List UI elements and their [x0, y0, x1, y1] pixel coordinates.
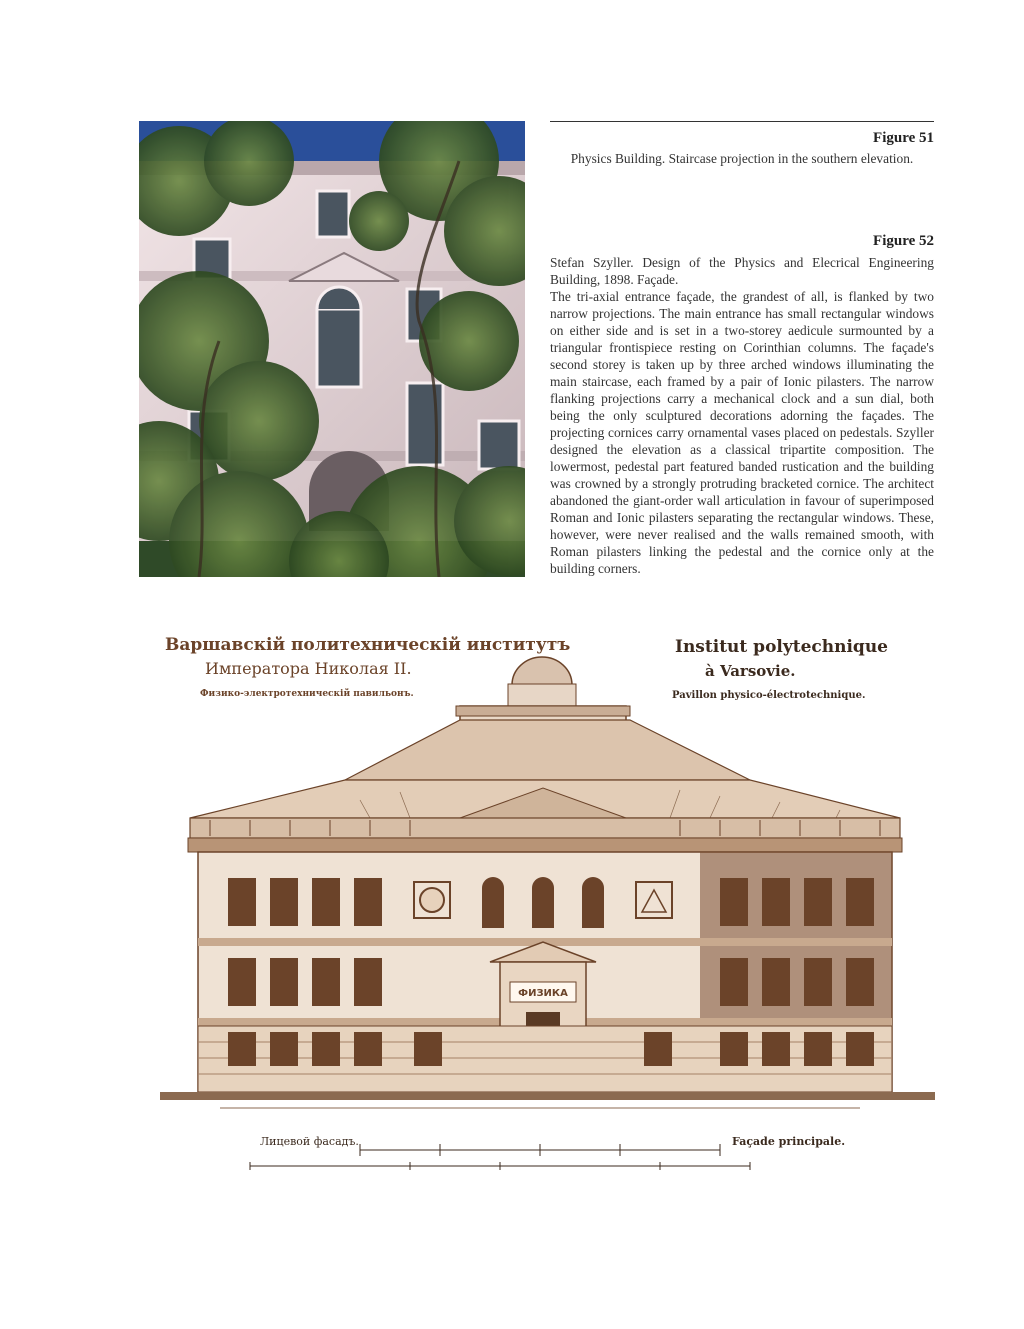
bottom-right-label: Façade principale. [732, 1135, 846, 1148]
drawing-ru-line2: Императора Николая II. [205, 659, 412, 678]
figure-51-photo [139, 121, 525, 577]
figure-52-drawing [160, 620, 935, 1180]
drawing-fr-line3: Pavillon physico-électrotechnique. [672, 690, 866, 701]
figure-52-label: Figure 52 [873, 233, 934, 249]
figure-51-caption: Physics Building. Staircase projection in the southern elevation. [570, 151, 914, 166]
figure-52-caption-body: The tri-axial entrance façade, the grandest of all, is flanked by two narrow projections. The main entrance has small rectangular windows on either side and is set in a two-storey aedicule surmounted by a triangular frontispiece resting on Corinthian columns. The façade's second storey is taken up by three arched windows illuminating the main staircase, each framed by a pair of Ionic pilasters. The narrow flanking projections carry a mechanical clock and a sun dial, both being the only sculptured decorations adorning the façades. The projecting cornices carry ornamental vases placed on pedestals. Szyller designed the elevation as a classical tripartite composition. The lowermost, pedestal part featured banded rustication and the building was crowned by a strongly protruding bracketed cornice. The architect abandoned the giant-order wall articulation in favour of superimposed Roman and Ionic pilasters separating the rectangular windows. These, however, were never realised and the walls remained smooth, with Roman pilasters linking the pedestal and the cornice only at the building corners. [550, 289, 934, 576]
figure-52-caption [550, 254, 934, 577]
bottom-left-label: Лицевой фасадъ. [260, 1135, 359, 1148]
door-sign: ФИЗИКА [518, 988, 568, 999]
drawing-fr-line2: à Varsovie. [705, 662, 796, 680]
figure-51-rule [550, 121, 934, 122]
figure-51-label: Figure 51 [873, 130, 934, 146]
drawing-ru-line1: Варшавскій политехническій институтъ [165, 635, 571, 655]
facade-elevation [160, 657, 935, 1108]
figure-52-caption-title: Stefan Szyller. Design of the Physics and Elecrical Engineering Building, 1898. Façade. [550, 255, 934, 287]
drawing-ru-line3: Физико-электротехническій павильонъ. [200, 689, 414, 699]
drawing-fr-line1: Institut polytechnique [675, 637, 888, 657]
